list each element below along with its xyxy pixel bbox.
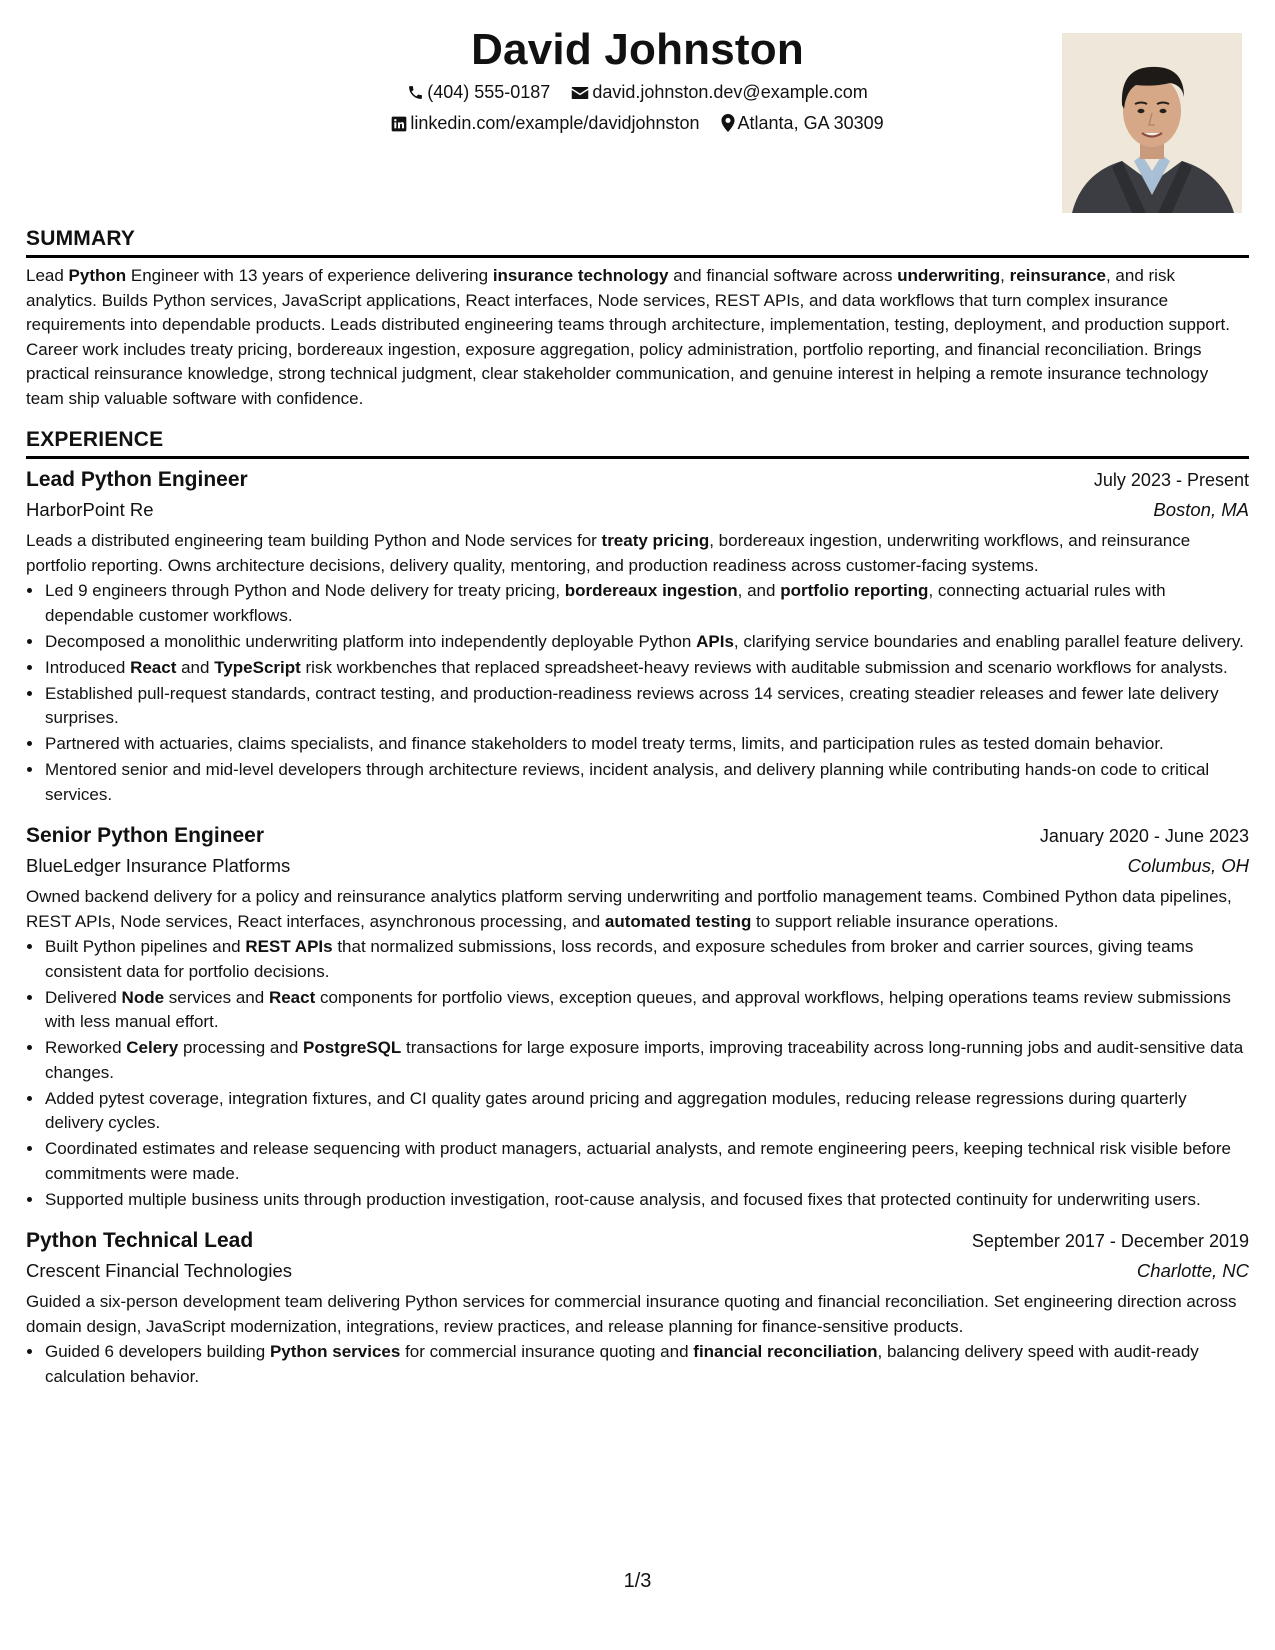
experience-heading: EXPERIENCE <box>26 427 1249 459</box>
candidate-name: David Johnston <box>471 25 804 74</box>
bullet-item: • Reworked Celery processing and PostgreSQL transactions for large exposure imports, improving traceability across long-running jobs and audit-sensitive data changes. <box>44 1036 1249 1085</box>
summary-text: Lead Python Engineer with 13 years of experience delivering insurance technology and financial software across underwriting, reinsurance, and risk analytics. Builds Python services, JavaScript applications, React interfaces, Node services, REST APIs, and data workflows that turn complex insurance requirements into dependable products. Leads distributed engineering teams through architecture, implementation, testing, deployment, and production support. Career work includes treaty pricing, bordereaux ingestion, exposure aggregation, policy administration, portfolio reporting, and financial reconciliation. Brings practical reinsurance knowledge, strong technical judgment, clear stakeholder communication, and genuine interest in helping a remote insurance technology team ship valuable software with confidence. <box>26 266 1230 408</box>
job-entry <box>26 465 1249 807</box>
job-title: Senior Python Engineer <box>26 824 265 847</box>
resume-header <box>26 0 1249 208</box>
email-text[interactable]: david.johnston.dev@example.com <box>592 82 868 102</box>
resume-page <box>26 0 1249 1650</box>
job-bullets <box>26 1340 1249 1389</box>
location-text: Atlanta, GA 30309 <box>737 113 884 133</box>
bullet-item: • Delivered Node services and React components for portfolio views, exception queues, and approval workflows, helping operations teams review submissions with less manual effort. <box>44 986 1249 1035</box>
bullet-item: • Introduced React and TypeScript risk workbenches that replaced spreadsheet-heavy reviews with auditable submission and scenario workflows for analysts. <box>44 656 1249 681</box>
location-contact <box>721 111 884 135</box>
linkedin-icon <box>391 116 407 132</box>
profile-photo-illustration <box>1062 33 1242 213</box>
job-entry <box>26 1226 1249 1389</box>
job-description: Leads a distributed engineering team building Python and Node services for treaty pricing, bordereaux ingestion, underwriting workflows, and reinsurance portfolio reporting. Owns architecture decisions, delivery quality, mentoring, and production readiness across customer-facing systems. <box>26 531 1191 575</box>
phone-text: (404) 555-0187 <box>427 82 551 102</box>
job-location: Columbus, OH <box>1127 855 1249 876</box>
experience-list <box>26 465 1249 1389</box>
phone-contact <box>407 80 550 104</box>
job-description: Owned backend delivery for a policy and reinsurance analytics platform serving underwriting and portfolio management teams. Combined Python data pipelines, REST APIs, Node services, React interfaces, asynchronous processing, and automated testing to support reliable insurance operations. <box>26 887 1232 931</box>
job-company: HarborPoint Re <box>26 499 154 520</box>
job-bullets <box>26 579 1249 807</box>
bullet-item: • Added pytest coverage, integration fixtures, and CI quality gates around pricing and aggregation modules, reducing release regressions during quarterly delivery cycles. <box>44 1087 1249 1136</box>
bullet-item: • Supported multiple business units through production investigation, root-cause analysis, and focused fixes that protected continuity for underwriting users. <box>44 1188 1249 1213</box>
job-dates: September 2017 - December 2019 <box>971 1231 1249 1251</box>
profile-photo <box>1062 33 1242 213</box>
job-bullets <box>26 935 1249 1212</box>
linkedin-text[interactable]: linkedin.com/example/davidjohnston <box>410 113 700 133</box>
envelope-icon <box>571 85 589 101</box>
job-description: Guided a six-person development team delivering Python services for commercial insurance quoting and financial reconciliation. Set engineering direction across domain design, JavaScript modernization, integrations, review practices, and release planning for finance-sensitive products. <box>26 1292 1237 1336</box>
bullet-item: • Decomposed a monolithic underwriting platform into independently deployable Python APIs, clarifying service boundaries and enabling parallel feature delivery. <box>44 630 1249 655</box>
bullet-item: • Mentored senior and mid-level developers through architecture reviews, incident analysis, and delivery planning while contributing hands-on code to critical services. <box>44 758 1249 807</box>
page-number: 1/3 <box>623 1570 652 1592</box>
map-pin-icon <box>721 114 735 132</box>
summary-heading: SUMMARY <box>26 226 1249 258</box>
job-location: Charlotte, NC <box>1136 1260 1249 1281</box>
job-entry <box>26 821 1249 1212</box>
job-title: Python Technical Lead <box>26 1229 254 1252</box>
linkedin-contact[interactable] <box>391 111 699 135</box>
job-dates: January 2020 - June 2023 <box>1039 826 1249 846</box>
email-contact[interactable] <box>571 80 867 104</box>
bullet-item: • Led 9 engineers through Python and Node delivery for treaty pricing, bordereaux ingestion, and portfolio reporting, connecting actuarial rules with dependable customer workflows. <box>44 579 1249 628</box>
job-dates: July 2023 - Present <box>1093 470 1249 490</box>
bullet-item: • Built Python pipelines and REST APIs that normalized submissions, loss records, and exposure schedules from broker and carrier sources, giving teams consistent data for portfolio decisions. <box>44 935 1249 984</box>
bullet-item: • Partnered with actuaries, claims specialists, and finance stakeholders to model treaty terms, limits, and participation rules as tested domain behavior. <box>44 732 1249 757</box>
bullet-item: • Guided 6 developers building Python services for commercial insurance quoting and financial reconciliation, balancing delivery speed with audit-ready calculation behavior. <box>44 1340 1249 1389</box>
job-title: Lead Python Engineer <box>26 468 248 491</box>
bullet-item: • Coordinated estimates and release sequencing with product managers, actuarial analysts, and remote engineering peers, keeping technical risk visible before commitments were made. <box>44 1137 1249 1186</box>
job-company: BlueLedger Insurance Platforms <box>26 855 291 876</box>
job-company: Crescent Financial Technologies <box>26 1260 293 1281</box>
phone-icon <box>407 84 424 101</box>
bullet-item: • Established pull-request standards, contract testing, and production-readiness reviews across 14 services, creating steadier releases and fewer late delivery surprises. <box>44 682 1249 731</box>
job-location: Boston, MA <box>1153 499 1249 520</box>
